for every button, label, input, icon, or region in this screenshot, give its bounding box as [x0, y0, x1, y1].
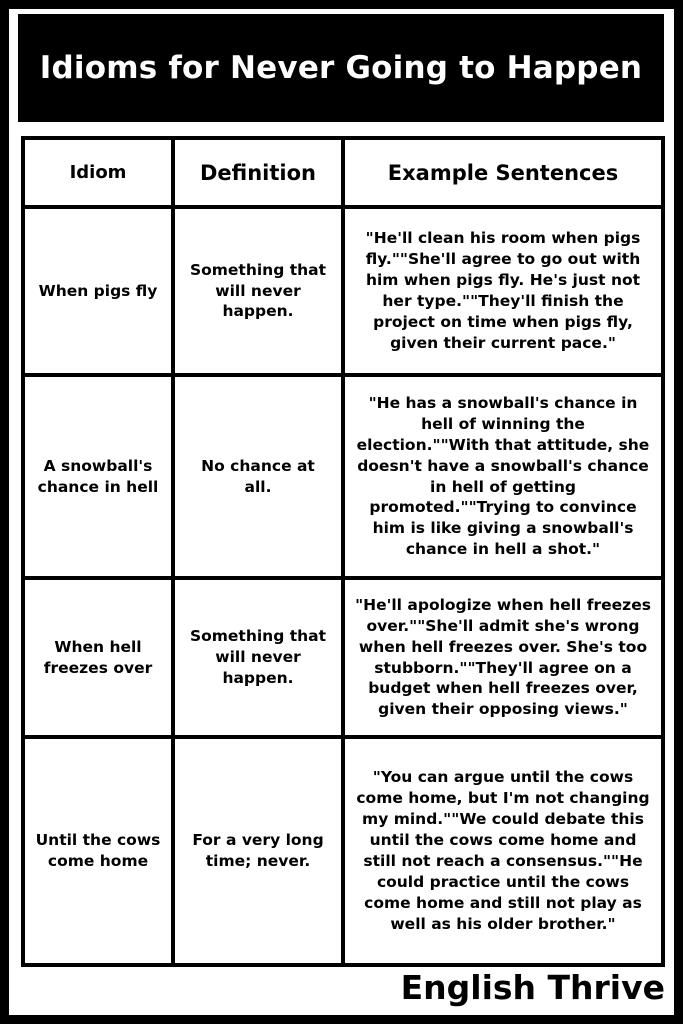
examples-cell: "He'll apologize when hell freezes over.""She'll admit she's wrong when hell freezes over. She's too stubborn.""They'll agree on a budget when hell freezes over, given their opposing views." — [343, 578, 663, 737]
table-row — [23, 207, 663, 375]
examples-cell: "He has a snowball's chance in hell of winning the election.""With that attitude, she doesn't have a snowball's chance in hell of getting promoted.""Trying to convince him is like giving a snowball's chance in hell a shot." — [343, 375, 663, 578]
examples-cell: "You can argue until the cows come home, but I'm not changing my mind.""We could debate this until the cows come home and still not reach a consensus.""He could practice until the cows come home and still not play as well as his older brother." — [343, 737, 663, 965]
table-row — [23, 578, 663, 737]
table-header-row — [23, 138, 663, 207]
idiom-cell: When hell freezes over — [23, 578, 173, 737]
definition-cell: No chance at all. — [173, 375, 343, 578]
page-title: Idioms for Never Going to Happen — [18, 14, 664, 122]
definition-cell: Something that will never happen. — [173, 207, 343, 375]
table-row — [23, 737, 663, 965]
brand-logo-text: English Thrive — [400, 968, 665, 1007]
idioms-table — [21, 136, 665, 967]
examples-cell: "He'll clean his room when pigs fly.""She'll agree to go out with him when pigs fly. He's just not her type.""They'll finish the project on time when pigs fly, given their current pace." — [343, 207, 663, 375]
table-row — [23, 375, 663, 578]
definition-cell: Something that will never happen. — [173, 578, 343, 737]
header-idiom: Idiom — [23, 138, 173, 207]
definition-cell: For a very long time; never. — [173, 737, 343, 965]
header-example-sentences: Example Sentences — [343, 138, 663, 207]
idiom-cell: A snowball's chance in hell — [23, 375, 173, 578]
header-definition: Definition — [173, 138, 343, 207]
idiom-cell: When pigs fly — [23, 207, 173, 375]
idiom-cell: Until the cows come home — [23, 737, 173, 965]
page-sheet — [9, 9, 674, 1015]
